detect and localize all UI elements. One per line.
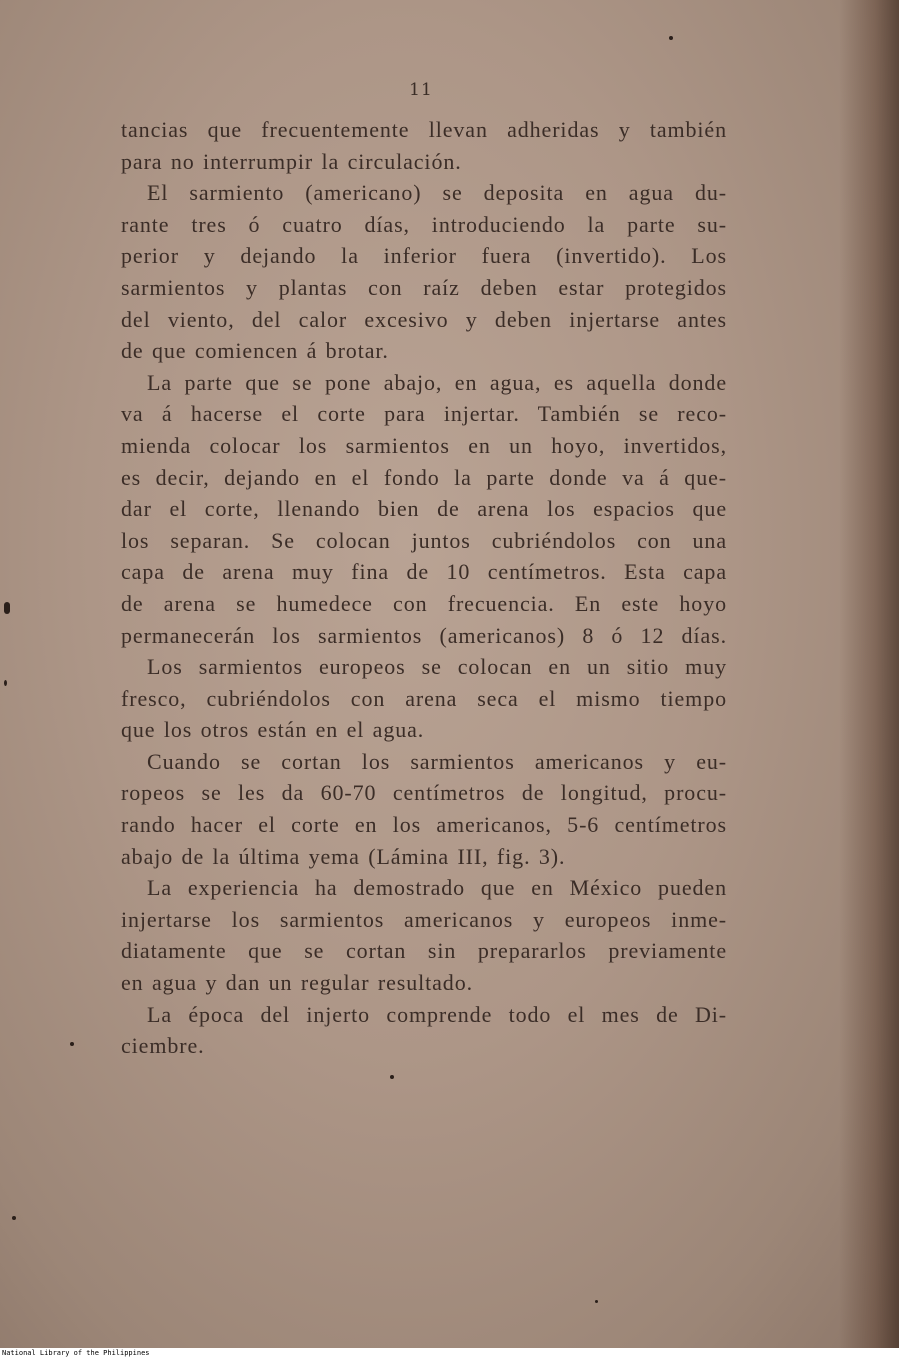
page-number: 11 [409,80,433,100]
body-text [121,114,727,1062]
text-line: del viento, del calor excesivo y deben injertarse antes [121,306,727,332]
text-line: de que comiencen á brotar. [121,338,389,364]
text-line: ciembre. [121,1033,205,1059]
footer-bar [0,1348,899,1358]
text-line: La experiencia ha demostrado que en México pueden [147,875,727,901]
text-line: sarmientos y plantas con raíz deben estar protegidos [121,274,727,300]
text-line: mienda colocar los sarmientos en un hoyo, invertidos, [121,432,727,458]
text-line: los separan. Se colocan juntos cubriéndolos con una [121,527,727,553]
text-line: tancias que frecuentemente llevan adheridas y también [121,117,727,142]
text-line: Cuando se cortan los sarmientos americanos y eu- [147,748,727,774]
library-credit: National Library of the Philippines [2,1349,150,1357]
scan-speck [4,602,10,614]
text-line: La parte que se pone abajo, en agua, es aquella donde [147,369,727,395]
scan-speck [4,680,7,686]
scan-speck [390,1075,394,1079]
text-line: perior y dejando la inferior fuera (invertido). Los [121,243,727,269]
scan-speck [70,1042,74,1046]
text-line: en agua y dan un regular resultado. [121,970,473,996]
text-line: capa de arena muy fina de 10 centímetros. Esta capa [121,559,727,585]
text-line: permanecerán los sarmientos (americanos) 8 ó 12 días. [121,622,727,648]
text-line: injertarse los sarmientos americanos y europeos inme- [121,906,727,932]
text-line: rando hacer el corte en los americanos, 5-6 centímetros [121,812,727,838]
text-line: que los otros están en el agua. [121,717,425,743]
text-line: es decir, dejando en el fondo la parte donde va á que- [121,464,727,490]
text-line: dar el corte, llenando bien de arena los espacios que [121,496,727,522]
text-line: La época del injerto comprende todo el mes de Di- [147,1001,727,1027]
text-line: ropeos se les da 60-70 centímetros de longitud, procu- [121,780,727,806]
text-line: para no interrumpir la circulación. [121,148,462,174]
text-line: abajo de la última yema (Lámina III, fig. 3). [121,843,566,869]
scan-speck [12,1216,16,1220]
scan-speck [595,1300,598,1303]
text-line: diatamente que se cortan sin prepararlos previamente [121,938,727,964]
text-line: Los sarmientos europeos se colocan en un sitio muy [147,654,727,680]
scan-speck [669,36,673,40]
text-line: va á hacerse el corte para injertar. También se reco- [121,401,727,427]
text-line: fresco, cubriéndolos con arena seca el mismo tiempo [121,685,727,711]
text-line: rante tres ó cuatro días, introduciendo la parte su- [121,211,727,237]
text-line: de arena se humedece con frecuencia. En este hoyo [121,590,727,616]
text-line: El sarmiento (americano) se deposita en agua du- [147,180,727,206]
